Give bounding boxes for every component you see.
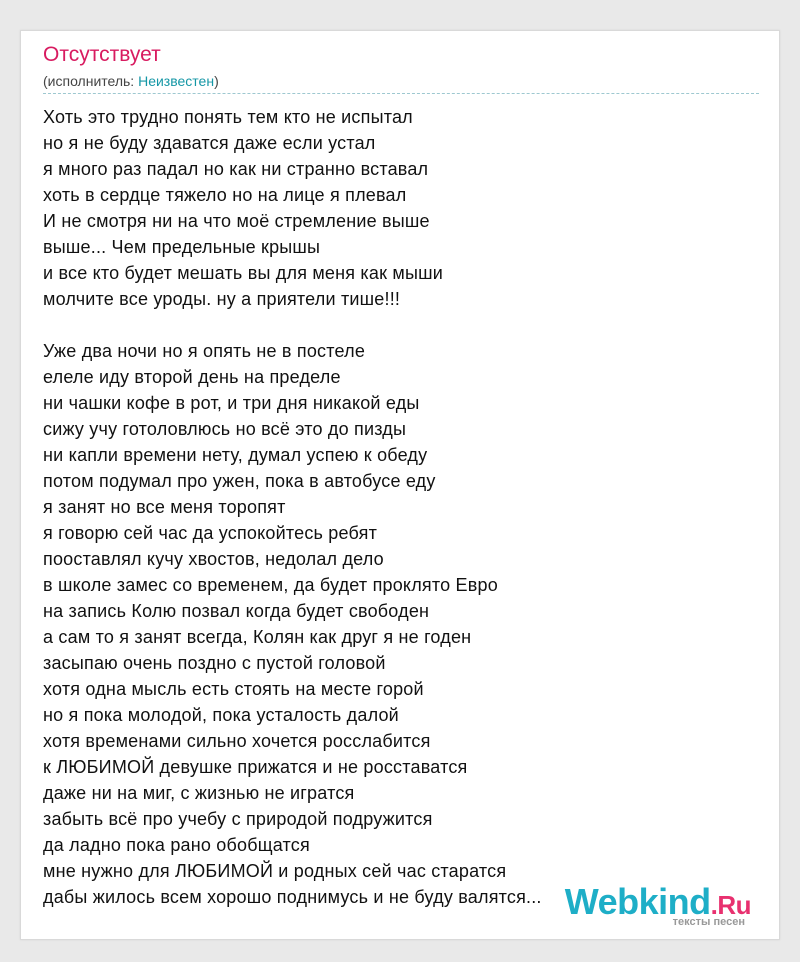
lyrics-line: даже ни на миг, с жизнью не игратся [43,783,355,803]
webkind-logo[interactable] [561,881,751,933]
artist-suffix: ) [214,73,219,89]
artist-byline [43,73,219,89]
lyrics-stanza-1 [43,104,743,312]
lyrics-line: на запись Колю позвал когда будет свободен [43,601,430,621]
lyrics-line: выше... Чем предельные крышы [43,237,321,257]
lyrics-card [20,30,780,940]
lyrics-line: Уже два ночи но я опять не в постеле [43,341,366,361]
logo-tagline: тексты песен [672,916,745,928]
stanza-gap [43,312,743,338]
song-title: Отсутствует [43,43,161,66]
lyrics-line: я занят но все меня торопят [43,497,286,517]
lyrics-line: Хоть это трудно понять тем кто не испытал [43,107,413,127]
lyrics-line: мне нужно для ЛЮБИМОЙ и родных сей час старатся [43,861,507,881]
lyrics-line: я говорю сей час да успокойтесь ребят [43,523,378,543]
lyrics-line: молчите все уроды. ну а приятели тише!!! [43,289,401,309]
lyrics-line: да ладно пока рано обобщатся [43,835,310,855]
lyrics-line: забыть всё про учебу с природой подружится [43,809,433,829]
logo-tld: .Ru [710,890,751,920]
lyrics-line: хотя временами сильно хочется росслабится [43,731,431,751]
lyrics-line: к ЛЮБИМОЙ девушке прижатся и не росставатся [43,757,468,777]
lyrics-line: потом подумал про ужен, пока в автобусе еду [43,471,436,491]
artist-prefix: (исполнитель: [43,73,139,89]
title-divider [43,93,759,94]
lyrics-body [43,104,743,910]
lyrics-line: но я не буду здаватся даже если устал [43,133,376,153]
lyrics-stanza-2 [43,338,743,910]
lyrics-line: ни капли времени нету, думал успею к обеду [43,445,428,465]
lyrics-line: и все кто будет мешать вы для меня как мыши [43,263,443,283]
lyrics-line: хотя одна мысль есть стоять на месте горой [43,679,424,699]
lyrics-line: ни чашки кофе в рот, и три дня никакой еды [43,393,420,413]
lyrics-line: дабы жилось всем хорошо поднимусь и не буду валятся... [43,887,542,907]
lyrics-line: хоть в сердце тяжело но на лице я плевал [43,185,407,205]
lyrics-line: засыпаю очень поздно с пустой головой [43,653,386,673]
lyrics-line: в школе замес со временем, да будет проклято Евро [43,575,498,595]
lyrics-line: елеле иду второй день на пределе [43,367,341,387]
lyrics-line: сижу учу готоловлюсь но всё это до пизды [43,419,407,439]
lyrics-line: пооставлял кучу хвостов, недолал дело [43,549,384,569]
lyrics-line: И не смотря ни на что моё стремление выше [43,211,430,231]
logo-brand: Webkind [564,881,711,922]
lyrics-line: но я пока молодой, пока усталость далой [43,705,399,725]
lyrics-line: а сам то я занят всегда, Колян как друг я не годен [43,627,472,647]
artist-link[interactable]: Неизвестен [138,73,215,89]
lyrics-line: я много раз падал но как ни странно вставал [43,159,429,179]
